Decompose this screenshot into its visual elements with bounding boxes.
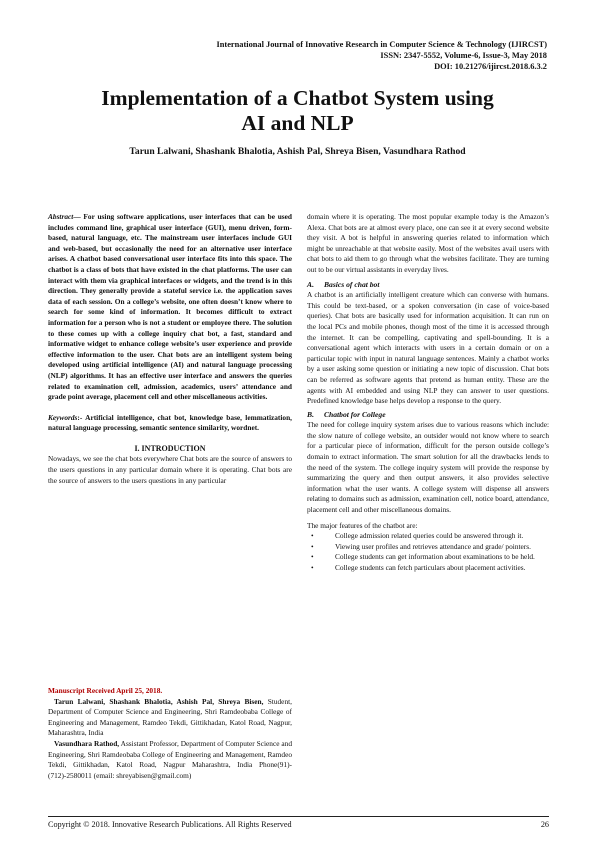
journal-issn: ISSN: 2347-5552, Volume-6, Issue-3, May 2018 (380, 51, 547, 60)
student-affiliation: Student, Department of Computer Science and Engineering, Shri Ramdeobaba College of Engineering and Management, Ramdeo Tekdi, Gittikhadan, Katol Road, Nagpur, Maharashtra, India (48, 696, 292, 738)
subsection-a-label: A. (307, 279, 314, 289)
section-heading-introduction: I. INTRODUCTION (134, 443, 206, 453)
subsection-heading-b (307, 410, 549, 421)
feature-text: Viewing user profiles and retrieves attendance and grade/ pointers. (335, 541, 531, 551)
page-footer (48, 820, 549, 829)
subsection-b-label: B. (307, 409, 314, 419)
intro-paragraph: Nowadays, we see the chat bots everywhere Chat bots are the source of answers to the users questions in any particular domain where it is operating. Chat bots are the source of answers to the users questions in any particular (48, 454, 292, 485)
subsection-b-title: Chatbot for College (323, 409, 386, 419)
page-number: 26 (540, 820, 549, 829)
intro-continued-paragraph: domain where it is operating. The most popular example today is the Amazon’s Alexa. Chat bots are at almost every place, one can see it at every second website they visit. A bot is helpful in answering queries related to information which might be unreachable at that website easily. Most of the websites avail users with chat bots to aid them to go through what the websites facilitate. They are turning out to be our virtual assistants in everyday lives. (307, 212, 549, 274)
keywords-sep: :- (77, 412, 86, 422)
professor-affiliation: Assistant Professor, Department of Computer Science and Engineering, Shri Ramdeobaba College of Engineering and Management, Ramdeo Tekdi, Gittikhadan, Katol Road, Nagpur Maharashtra, India Phone(91)-(712)-2580011 (email: shreyabisen@gmail.com) (48, 738, 292, 780)
journal-doi: DOI: 10.21276/ijircst.2018.6.3.2 (434, 62, 547, 71)
abstract (48, 212, 292, 403)
feature-item (307, 531, 549, 542)
bullet-icon: • (311, 563, 314, 572)
feature-item (307, 552, 549, 563)
feature-text: College students can fetch particulars about placement activities. (335, 563, 526, 572)
author-footnote (48, 686, 292, 781)
feature-item (307, 542, 549, 553)
feature-item (307, 563, 549, 574)
keywords-label: Keywords (48, 412, 78, 422)
paper-title-line2: AI and NLP (241, 111, 354, 135)
abstract-dash: — (73, 212, 84, 221)
bullet-icon: • (311, 552, 314, 562)
feature-text: College admission related queries could be answered through it. (335, 531, 524, 541)
bullet-icon: • (311, 531, 314, 541)
keywords-text: Artificial intelligence, chat bot, knowledge base, lemmatization, natural language processing, semantic sentence similarity, wordnet. (48, 412, 292, 433)
abstract-label: Abstract (48, 212, 74, 221)
paper-title (0, 86, 595, 136)
professor-name: Vasundhara Rathod, (54, 738, 120, 748)
basics-paragraph: A chatbot is an artificially intelligent creature which can converse with humans. This could be text-based, or a spoken conversation (in case of voice-based queries). Chat bots are basically used for information acquisition. It can run on the local PCs and mobile phones, though most of the time it is accessed through the internet. It can be compelling, captivating and spell-bounding. It is a conversational agent which interacts with users in a certain domain or on a particular topic with input in natural language sentences. Mainly a chatbot works by a user asking some question or initiating a new topic of discussion. Chat bots can be referred as software agents that pretend as human entity. These are the agents with AI embedded and using NLP they can answer to user questions. Predefined knowledge base helps develop a response to the query. (307, 290, 549, 406)
paper-title-line1: Implementation of a Chatbot System using (101, 86, 494, 110)
author-list: Tarun Lalwani, Shashank Bhalotia, Ashish Pal, Shreya Bisen, Vasundhara Rathod (129, 146, 466, 157)
keywords (48, 413, 292, 434)
bullet-icon: • (311, 541, 314, 551)
journal-name: International Journal of Innovative Research in Computer Science & Technology (IJIRCST) (216, 40, 547, 49)
author-affiliation-professor (48, 739, 292, 781)
manuscript-received: Manuscript Received April 25, 2018. (48, 686, 163, 695)
student-names: Tarun Lalwani, Shashank Bhalotia, Ashish Pal, Shreya Bisen, (54, 696, 264, 706)
author-affiliation-students (48, 697, 292, 739)
features-list (307, 531, 549, 573)
footer-rule (48, 816, 549, 817)
abstract-text: For using software applications, user interfaces that can be used includes command line, graphical user interface (GUI), menu driven, form-based, natural language, etc. The mainstream user interfaces include GUI and web-based, but occasionally the need for an alternative user interface arises. A chatbot based conversational user interface fits into this space. The chatbot is a class of bots that have existed in the chat platforms. The user can interact with them via graphical interfaces or widgets, and the trend is in this direction. They generally provide a stateful service i.e. the application saves data of each session. On a college’s website, one often doesn’t know where to search for some kind of information. It becomes difficult to extract information for a person who is not a student or employee there. The solution to these comes up with a college inquiry chat bot, a fast, standard and informative widget to enhance college website’s user experience and provide effective information to the user. Chat bots are an intelligent system being developed using artificial intelligence (AI) and natural language processing (NLP) algorithms. It has an effective user interface and answers the queries related to examination cell, admission, academics, users’ attendance and grade point average, placement cell and other miscellaneous activities. (48, 212, 292, 402)
left-column (48, 212, 292, 486)
college-chatbot-paragraph: The need for college inquiry system arises due to various reasons which include: the slow nature of college website, an outsider would not know where to search for a particular piece of information, difficult for the person outside college’s domain to extract information. The smart solution for all the drawbacks lends to the need of the system. The college inquiry system will provide the response by summarizing the query and then output answers, it also provides selective information what the user wants. A college system will dispense all answers relating to domains such as admission, examination cell, notice board, attendance, placement cell and other miscellaneous domains. (307, 420, 549, 515)
features-intro: The major features of the chatbot are: (307, 520, 418, 530)
right-column (307, 212, 549, 574)
footer-copyright: Copyright © 2018. Innovative Research Publications. All Rights Reserved (48, 820, 292, 829)
subsection-a-title: Basics of chat bot (323, 279, 380, 289)
feature-text: College students can get information about examinations to be held. (335, 552, 535, 562)
subsection-heading-a (307, 280, 549, 291)
